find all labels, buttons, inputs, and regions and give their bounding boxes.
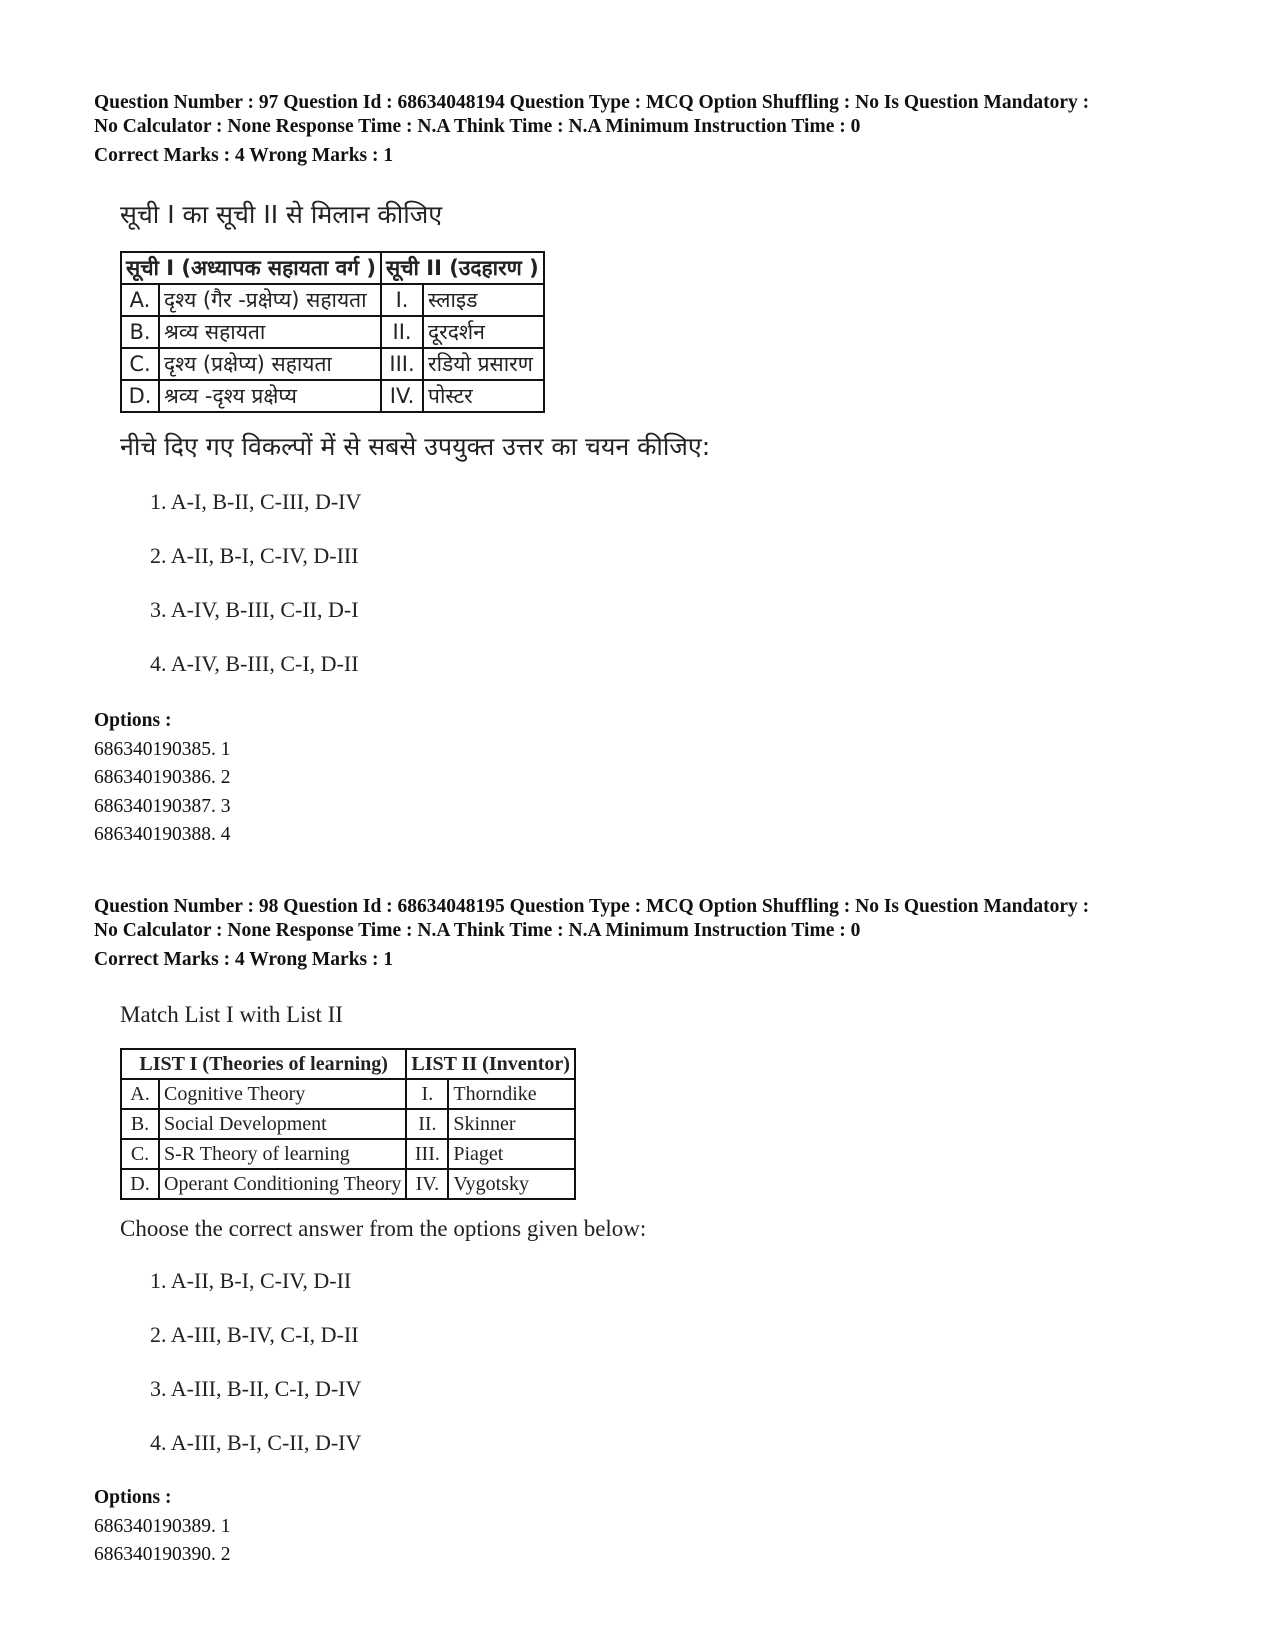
question-97-options <box>94 707 231 850</box>
row-letter: A. <box>121 1079 159 1109</box>
row-item: श्रव्य सहायता <box>159 316 381 348</box>
option-item[interactable]: 686340190385. 1 <box>94 738 231 760</box>
table-row <box>121 1169 575 1199</box>
row-item: S-R Theory of learning <box>159 1139 406 1169</box>
question-98-body <box>120 1002 740 1484</box>
row-example: स्लाइड <box>423 284 544 316</box>
question-97-match-table <box>120 251 545 413</box>
row-example: Piaget <box>448 1139 575 1169</box>
question-98-meta-line-2: No Calculator : None Response Time : N.A Think Time : N.A Minimum Instruction Time : 0 <box>94 920 861 941</box>
table-row <box>121 284 544 316</box>
row-item: श्रव्य -दृश्य प्रक्षेप्य <box>159 380 381 412</box>
choice-item: 2. A-III, B-IV, C-I, D-II <box>150 1322 359 1347</box>
options-label: Options : <box>94 1487 172 1508</box>
row-item: दृश्य (प्रक्षेप्य) सहायता <box>159 348 381 380</box>
table-row <box>121 316 544 348</box>
question-98-choose-instruction: Choose the correct answer from the options given below: <box>120 1216 647 1241</box>
row-example: Skinner <box>448 1109 575 1139</box>
question-97-marks: Correct Marks : 4 Wrong Marks : 1 <box>94 145 394 166</box>
list-2-header: LIST II (Inventor) <box>406 1049 575 1079</box>
row-item: Operant Conditioning Theory <box>159 1169 406 1199</box>
choice-item: 1. A-I, B-II, C-III, D-IV <box>150 489 362 514</box>
option-item[interactable]: 686340190386. 2 <box>94 767 231 788</box>
question-98-meta-line-1: Question Number : 98 Question Id : 68634048195 Question Type : MCQ Option Shuffling : No Is Question Mandatory : <box>94 896 1090 917</box>
row-letter: A. <box>121 284 159 316</box>
question-98-marks: Correct Marks : 4 Wrong Marks : 1 <box>94 949 394 970</box>
option-item[interactable]: 686340190387. 3 <box>94 795 231 817</box>
row-item: Social Development <box>159 1109 406 1139</box>
question-97-meta-line-2: No Calculator : None Response Time : N.A Think Time : N.A Minimum Instruction Time : 0 <box>94 116 861 137</box>
choice-item: 2. A-II, B-I, C-IV, D-III <box>150 543 359 568</box>
question-98-choices <box>150 1268 740 1484</box>
row-letter: D. <box>121 380 159 412</box>
question-97-choose-instruction: नीचे दिए गए विकल्पों में से सबसे उपयुक्त उत्तर का चयन कीजिए: <box>120 432 711 461</box>
row-roman: III. <box>381 348 423 380</box>
row-letter: C. <box>121 1139 159 1169</box>
list-2-header: सूची II (उदहारण ) <box>381 252 544 284</box>
question-98-match-table <box>120 1048 576 1200</box>
question-97-body <box>120 197 740 705</box>
row-example: Vygotsky <box>448 1169 575 1199</box>
table-row <box>121 1139 575 1169</box>
table-row <box>121 348 544 380</box>
row-example: Thorndike <box>448 1079 575 1109</box>
row-item: दृश्य (गैर -प्रक्षेप्य) सहायता <box>159 284 381 316</box>
row-item: Cognitive Theory <box>159 1079 406 1109</box>
choice-item: 3. A-III, B-II, C-I, D-IV <box>150 1376 362 1401</box>
row-example: पोस्टर <box>423 380 544 412</box>
option-item[interactable]: 686340190388. 4 <box>94 824 231 845</box>
row-letter: D. <box>121 1169 159 1199</box>
row-letter: C. <box>121 348 159 380</box>
choice-item: 4. A-III, B-I, C-II, D-IV <box>150 1430 362 1455</box>
row-roman: I. <box>381 284 423 316</box>
table-row <box>121 380 544 412</box>
choice-item: 1. A-II, B-I, C-IV, D-II <box>150 1268 352 1293</box>
option-item[interactable]: 686340190389. 1 <box>94 1515 231 1537</box>
row-roman: IV. <box>381 380 423 412</box>
row-roman: II. <box>406 1109 448 1139</box>
row-example: दूरदर्शन <box>423 316 544 348</box>
option-item[interactable]: 686340190390. 2 <box>94 1544 231 1565</box>
row-roman: III. <box>406 1139 448 1169</box>
row-roman: II. <box>381 316 423 348</box>
question-98-instruction: Match List I with List II <box>120 1002 343 1027</box>
row-example: रडियो प्रसारण <box>423 348 544 380</box>
row-roman: I. <box>406 1079 448 1109</box>
row-letter: B. <box>121 316 159 348</box>
table-row <box>121 1079 575 1109</box>
row-letter: B. <box>121 1109 159 1139</box>
question-98-options <box>94 1484 231 1570</box>
table-row <box>121 1109 575 1139</box>
list-1-header: सूची I (अध्यापक सहायता वर्ग ) <box>121 252 381 284</box>
choice-item: 4. A-IV, B-III, C-I, D-II <box>150 651 359 676</box>
question-97-instruction: सूची I का सूची II से मिलान कीजिए <box>120 200 443 229</box>
options-label: Options : <box>94 710 172 731</box>
row-roman: IV. <box>406 1169 448 1199</box>
list-1-header: LIST I (Theories of learning) <box>121 1049 406 1079</box>
question-97-choices <box>150 489 740 705</box>
choice-item: 3. A-IV, B-III, C-II, D-I <box>150 597 359 622</box>
question-97-meta-line-1: Question Number : 97 Question Id : 68634048194 Question Type : MCQ Option Shuffling : No Is Question Mandatory : <box>94 92 1090 113</box>
